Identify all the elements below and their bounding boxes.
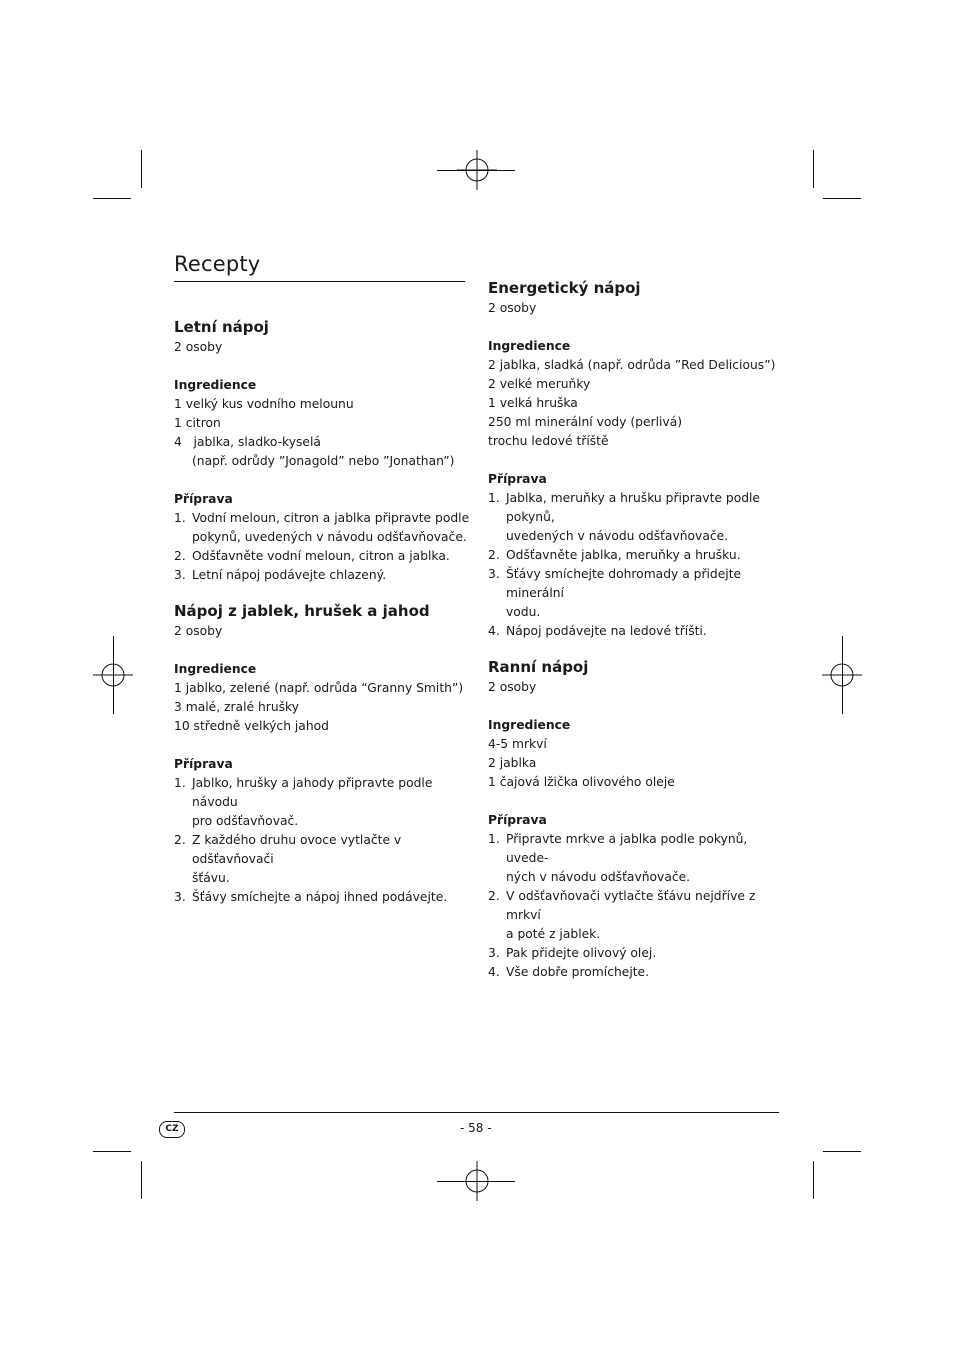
ingredients-label: Ingredience (488, 339, 571, 353)
page-number: - 58 - (460, 1121, 492, 1135)
preparation-label: Příprava (174, 757, 233, 771)
step-text: Šťávy smíchejte a nápoj ihned podávejte. (192, 890, 448, 904)
step-number: 1. (174, 776, 186, 790)
preparation-step (488, 944, 788, 963)
recipe-apple-pear-strawberry (174, 600, 474, 907)
step-text: Vše dobře promíchejte. (506, 965, 650, 979)
ingredient-item: 10 středně velkých jahod (174, 719, 329, 733)
ingredient-item: trochu ledové tříště (488, 434, 609, 448)
step-text: Pak přidejte olivový olej. (506, 946, 657, 960)
preparation-step (174, 509, 474, 547)
ingredient-item: 2 jablka (488, 756, 537, 770)
ingredient-item: 2 velké meruňky (488, 377, 591, 391)
recipe-summer-drink (174, 316, 474, 585)
recipe-energy-drink (488, 277, 788, 641)
preparation-step (488, 489, 788, 546)
servings: 2 osoby (174, 624, 223, 638)
step-text: Připravte mrkve a jablka podle pokynů, uvede- (506, 832, 748, 865)
recipe-title: Energetický nápoj (488, 279, 641, 297)
servings: 2 osoby (488, 301, 537, 315)
step-number: 1. (488, 491, 500, 505)
step-text: uvedených v návodu odšťavňovače. (506, 529, 729, 543)
step-text: Šťávy smíchejte dohromady a přidejte minerální (506, 567, 742, 600)
preparation-step (174, 831, 474, 888)
ingredients-label: Ingredience (174, 662, 257, 676)
step-number: 4. (488, 624, 500, 638)
preparation-step (174, 888, 474, 907)
step-number: 3. (488, 567, 500, 581)
right-column (488, 277, 788, 982)
ingredient-item: 2 jablka, sladká (např. odrůda ”Red Delicious”) (488, 358, 776, 372)
step-number: 2. (488, 548, 500, 562)
preparation-step (488, 887, 788, 944)
ingredient-item: 1 velká hruška (488, 396, 578, 410)
step-number: 2. (174, 549, 186, 563)
step-text: šťávu. (192, 871, 230, 885)
preparation-step (488, 830, 788, 887)
preparation-step (488, 622, 788, 641)
step-text: pro odšťavňovač. (192, 814, 299, 828)
step-number: 4. (488, 965, 500, 979)
servings: 2 osoby (174, 340, 223, 354)
ingredient-item: 3 malé, zralé hrušky (174, 700, 299, 714)
preparation-step (488, 963, 788, 982)
step-text: Odšťavněte jablka, meruňky a hrušku. (506, 548, 741, 562)
step-number: 1. (174, 511, 186, 525)
step-text: Vodní meloun, citron a jablka připravte podle (192, 511, 470, 525)
page-title: Recepty (174, 252, 261, 276)
step-number: 3. (174, 568, 186, 582)
ingredients-label: Ingredience (174, 378, 257, 392)
ingredient-item: 1 čajová lžička olivového oleje (488, 775, 675, 789)
ingredient-item: 1 citron (174, 416, 221, 430)
ingredient-item: 1 velký kus vodního melounu (174, 397, 354, 411)
preparation-step (488, 546, 788, 565)
recipe-title: Ranní nápoj (488, 658, 589, 676)
recipe-title: Letní nápoj (174, 318, 269, 336)
language-badge: CZ (159, 1121, 185, 1138)
step-text: pokynů, uvedených v návodu odšťavňovače. (192, 530, 467, 544)
recipe-morning-drink (488, 656, 788, 982)
step-text: Letní nápoj podávejte chlazený. (192, 568, 387, 582)
step-text: a poté z jablek. (506, 927, 601, 941)
servings: 2 osoby (488, 680, 537, 694)
step-text: Odšťavněte vodní meloun, citron a jablka. (192, 549, 450, 563)
preparation-label: Příprava (174, 492, 233, 506)
ingredient-item: 1 jablko, zelené (např. odrůda “Granny Smith”) (174, 681, 464, 695)
ingredient-item: 4 jablka, sladko-kyselá (174, 435, 321, 449)
step-number: 1. (488, 832, 500, 846)
step-number: 2. (488, 889, 500, 903)
ingredient-item: 4-5 mrkví (488, 737, 547, 751)
preparation-step (174, 566, 474, 585)
step-text: vodu. (506, 605, 541, 619)
footer-divider (174, 1112, 779, 1113)
step-number: 3. (174, 890, 186, 904)
preparation-label: Příprava (488, 472, 547, 486)
step-text: Nápoj podávejte na ledové tříšti. (506, 624, 707, 638)
step-text: V odšťavňovači vytlačte šťávu nejdříve z mrkví (506, 889, 756, 922)
step-number: 3. (488, 946, 500, 960)
step-text: Jablka, meruňky a hrušku připravte podle pokynů, (506, 491, 761, 524)
left-column (174, 316, 474, 907)
preparation-step (174, 547, 474, 566)
step-text: ných v návodu odšťavňovače. (506, 870, 691, 884)
ingredients-label: Ingredience (488, 718, 571, 732)
preparation-label: Příprava (488, 813, 547, 827)
preparation-step (174, 774, 474, 831)
step-number: 2. (174, 833, 186, 847)
step-text: Jablko, hrušky a jahody připravte podle návodu (192, 776, 433, 809)
recipe-title: Nápoj z jablek, hrušek a jahod (174, 602, 430, 620)
ingredient-item: (např. odrůdy ”Jonagold” nebo ”Jonathan”) (192, 454, 455, 468)
preparation-step (488, 565, 788, 622)
step-text: Z každého druhu ovoce vytlačte v odšťavňovači (192, 833, 402, 866)
ingredient-item: 250 ml minerální vody (perlivá) (488, 415, 683, 429)
title-divider (174, 281, 465, 282)
